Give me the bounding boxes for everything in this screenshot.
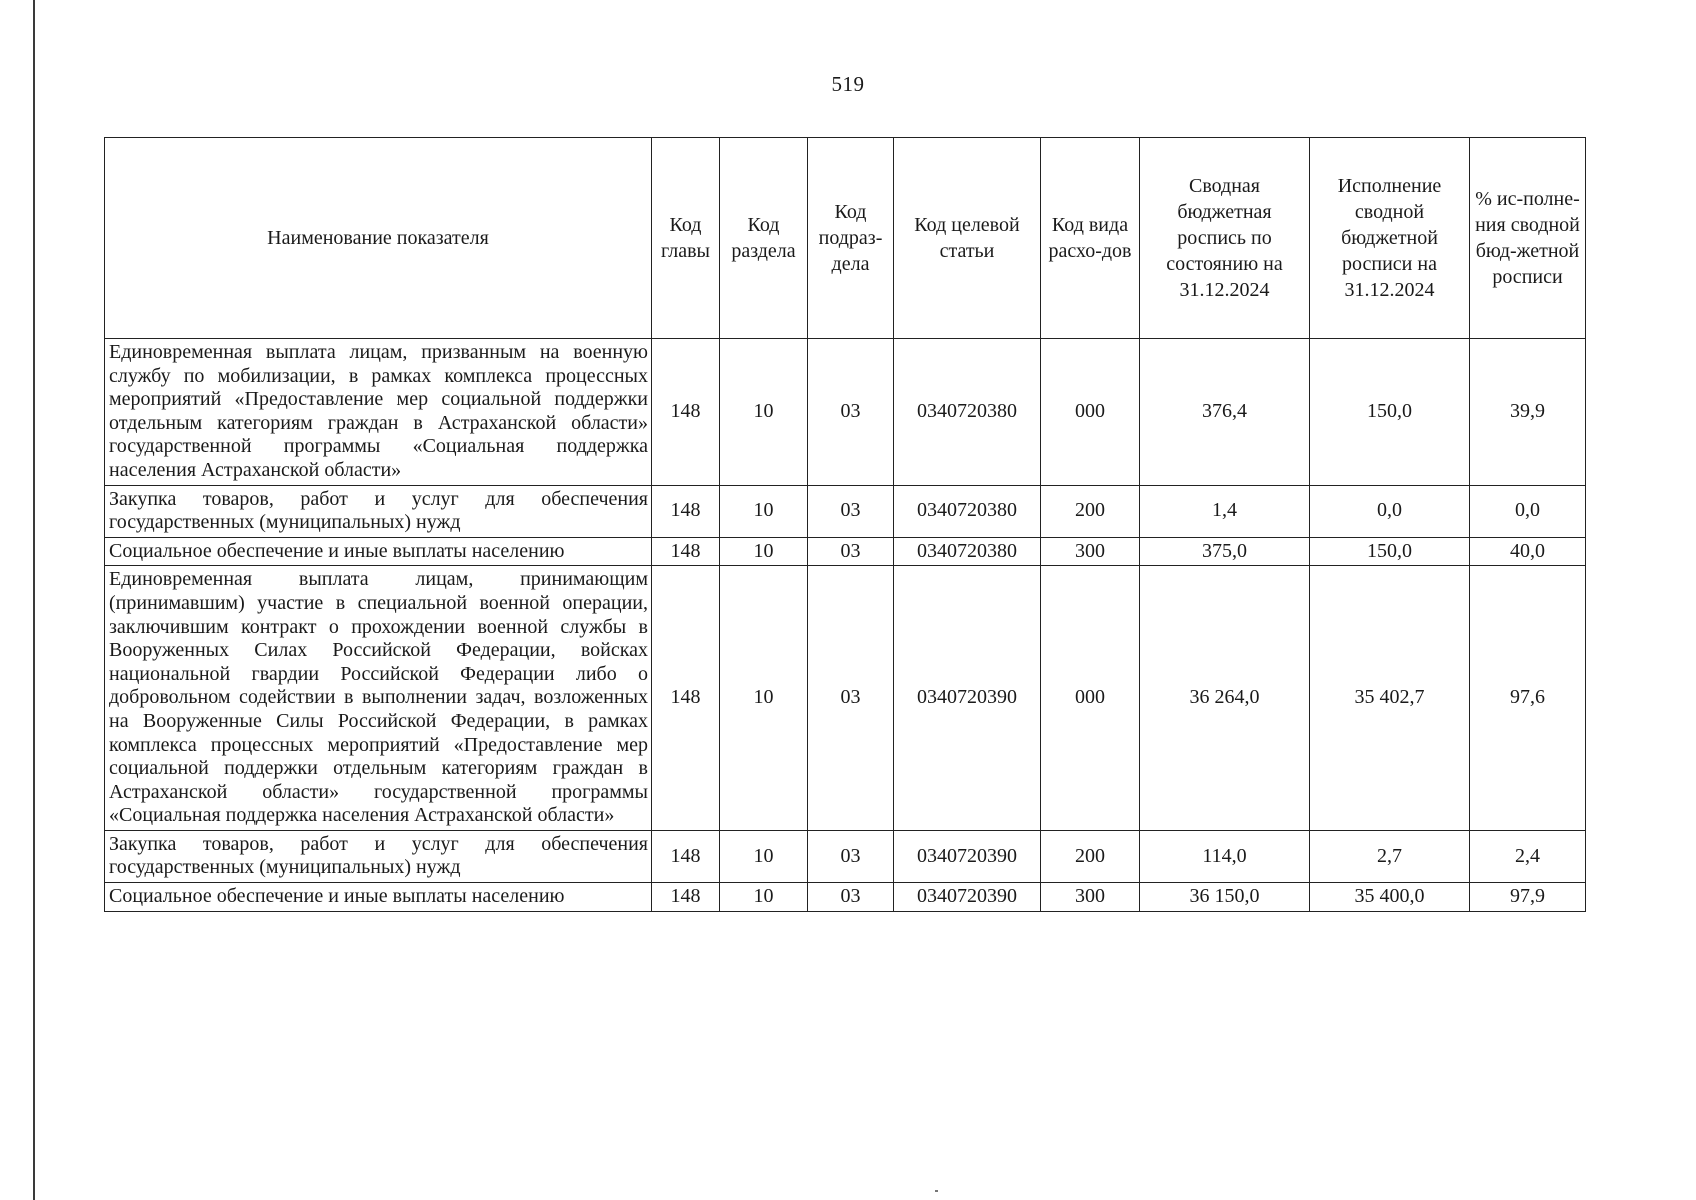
- row-expense-type: 000: [1041, 339, 1140, 486]
- header-section-code: Код раздела: [720, 138, 808, 339]
- row-expense-type: 300: [1041, 537, 1140, 566]
- row-name: Социальное обеспечение и иные выплаты населению: [105, 883, 652, 912]
- row-subsection: 03: [808, 830, 894, 882]
- row-section: 10: [720, 537, 808, 566]
- row-chapter: 148: [652, 339, 720, 486]
- page-number: 519: [831, 72, 865, 96]
- row-expense-type: 000: [1041, 566, 1140, 831]
- row-name: Единовременная выплата лицам, призванным на военную службу по мобилизации, в рамках комплекса процессных мероприятий «Предоставление мер социальной поддержки отдельным категориям граждан в Астраханской области» государственной программы «Социальная поддержка населения Астраханской области»: [105, 339, 652, 486]
- row-chapter: 148: [652, 883, 720, 912]
- row-execution: 35 400,0: [1310, 883, 1470, 912]
- row-execution: 150,0: [1310, 339, 1470, 486]
- row-execution: 0,0: [1310, 485, 1470, 537]
- table-row: [105, 537, 1586, 566]
- row-percent: 0,0: [1470, 485, 1586, 537]
- row-target: 0340720390: [894, 566, 1041, 831]
- row-expense-type: 300: [1041, 883, 1140, 912]
- row-name: Закупка товаров, работ и услуг для обеспечения государственных (муниципальных) нужд: [105, 485, 652, 537]
- row-name: Единовременная выплата лицам, принимающим (принимавшим) участие в специальной военной операции, заключившим контракт о прохождении военной службы в Вооруженных Силах Российской Федерации, войсках национальной гвардии Российской Федерации либо о добровольном содействии в выполнении задач, возложенных на Вооруженные Силы Российской Федерации, в рамках комплекса процессных мероприятий «Предоставление мер социальной поддержки отдельным категориям граждан в Астраханской области» государственной программы «Социальная поддержка населения Астраханской области»: [105, 566, 652, 831]
- table-header-row: [105, 138, 1586, 339]
- table-row: [105, 339, 1586, 486]
- row-plan: 36 150,0: [1140, 883, 1310, 912]
- row-subsection: 03: [808, 339, 894, 486]
- row-subsection: 03: [808, 485, 894, 537]
- scan-speck: [935, 1190, 938, 1192]
- row-expense-type: 200: [1041, 485, 1140, 537]
- scan-left-border: [33, 0, 35, 1200]
- row-section: 10: [720, 485, 808, 537]
- header-expense-type-code: Код вида расхо-дов: [1041, 138, 1140, 339]
- row-subsection: 03: [808, 566, 894, 831]
- row-target: 0340720390: [894, 883, 1041, 912]
- row-section: 10: [720, 339, 808, 486]
- row-execution: 150,0: [1310, 537, 1470, 566]
- header-target-code: Код целевой статьи: [894, 138, 1041, 339]
- header-budget-plan: Сводная бюджетная роспись по состоянию на 31.12.2024: [1140, 138, 1310, 339]
- row-percent: 2,4: [1470, 830, 1586, 882]
- row-chapter: 148: [652, 485, 720, 537]
- row-percent: 40,0: [1470, 537, 1586, 566]
- row-execution: 2,7: [1310, 830, 1470, 882]
- row-chapter: 148: [652, 566, 720, 831]
- row-plan: 114,0: [1140, 830, 1310, 882]
- row-subsection: 03: [808, 537, 894, 566]
- header-chapter-code: Код главы: [652, 138, 720, 339]
- row-section: 10: [720, 883, 808, 912]
- row-chapter: 148: [652, 537, 720, 566]
- row-percent: 39,9: [1470, 339, 1586, 486]
- row-target: 0340720380: [894, 339, 1041, 486]
- row-chapter: 148: [652, 830, 720, 882]
- row-subsection: 03: [808, 883, 894, 912]
- row-name: Социальное обеспечение и иные выплаты населению: [105, 537, 652, 566]
- table-row: [105, 566, 1586, 831]
- header-execution: Исполнение сводной бюджетной росписи на 31.12.2024: [1310, 138, 1470, 339]
- table-row: [105, 883, 1586, 912]
- row-target: 0340720380: [894, 537, 1041, 566]
- table-row: [105, 485, 1586, 537]
- table-row: [105, 830, 1586, 882]
- header-percent: % ис-полне-ния сводной бюд-жетной росписи: [1470, 138, 1586, 339]
- row-target: 0340720380: [894, 485, 1041, 537]
- row-target: 0340720390: [894, 830, 1041, 882]
- row-section: 10: [720, 830, 808, 882]
- row-percent: 97,9: [1470, 883, 1586, 912]
- row-percent: 97,6: [1470, 566, 1586, 831]
- header-subsection-code: Код подраз-дела: [808, 138, 894, 339]
- row-name: Закупка товаров, работ и услуг для обеспечения государственных (муниципальных) нужд: [105, 830, 652, 882]
- row-section: 10: [720, 566, 808, 831]
- row-expense-type: 200: [1041, 830, 1140, 882]
- row-execution: 35 402,7: [1310, 566, 1470, 831]
- row-plan: 376,4: [1140, 339, 1310, 486]
- row-plan: 36 264,0: [1140, 566, 1310, 831]
- row-plan: 1,4: [1140, 485, 1310, 537]
- budget-execution-table: [104, 137, 1586, 912]
- row-plan: 375,0: [1140, 537, 1310, 566]
- header-name: Наименование показателя: [105, 138, 652, 339]
